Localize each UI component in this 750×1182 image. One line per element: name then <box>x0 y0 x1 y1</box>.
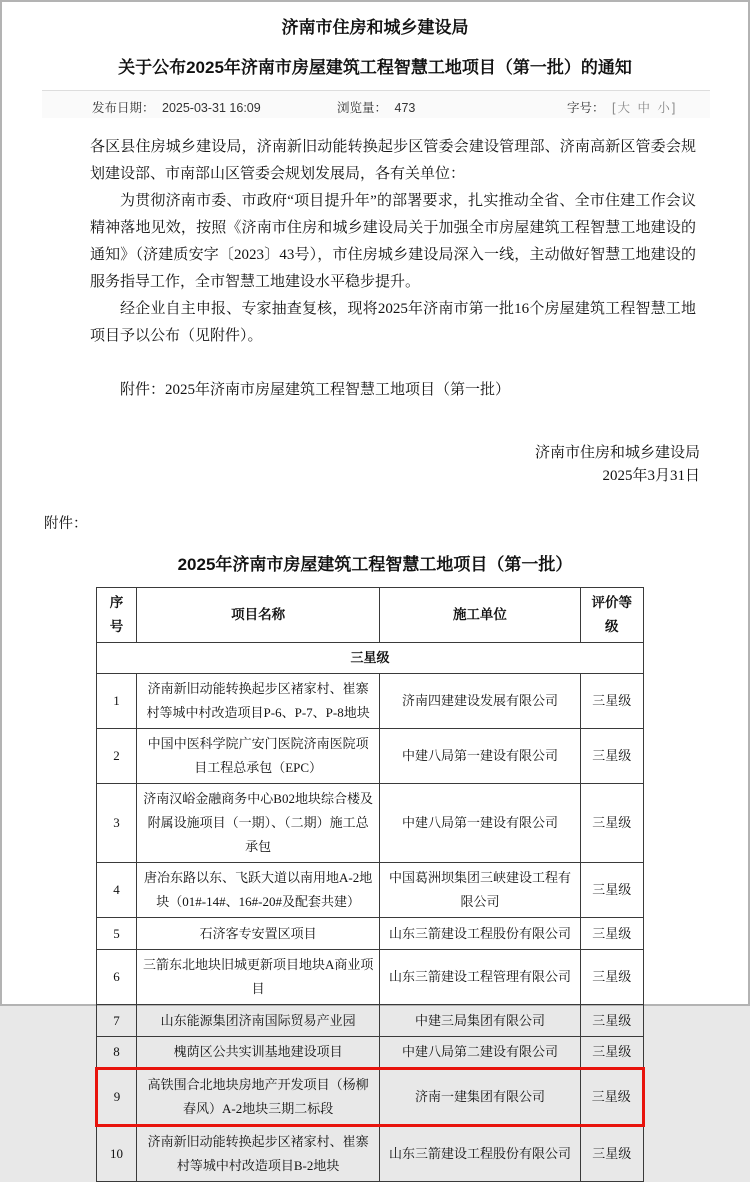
table-row <box>97 784 644 863</box>
cell-contractor: 济南四建建设发展有限公司 <box>380 674 580 729</box>
table-row <box>97 1037 644 1069</box>
signature-date: 2025年3月31日 <box>602 468 700 484</box>
section-label: 三星级 <box>97 643 644 674</box>
cell-rating: 三星级 <box>580 863 643 918</box>
cell-contractor: 山东三箭建设工程股份有限公司 <box>380 918 580 950</box>
cell-no: 5 <box>97 918 137 950</box>
page-title: 关于公布2025年济南市房屋建筑工程智慧工地项目（第一批）的通知 <box>118 58 632 77</box>
table-row <box>97 918 644 950</box>
attachment-table-title: 2025年济南市房屋建筑工程智慧工地项目（第一批） <box>177 555 573 574</box>
cell-project-name: 石济客专安置区项目 <box>136 918 379 950</box>
font-size-control <box>567 98 677 116</box>
cell-rating: 三星级 <box>580 950 643 1005</box>
cell-contractor: 中建八局第一建设有限公司 <box>380 729 580 784</box>
notice-body <box>90 134 696 404</box>
org-title: 济南市住房和城乡建设局 <box>281 18 469 37</box>
cell-no: 10 <box>97 1126 137 1182</box>
table-row <box>97 950 644 1005</box>
view-count-value: 473 <box>394 101 416 115</box>
attachment-reference: 附件：2025年济南市房屋建筑工程智慧工地项目（第一批） <box>120 382 511 398</box>
cell-rating: 三星级 <box>580 784 643 863</box>
meta-bar <box>42 90 710 118</box>
salutation-paragraph: 各区县住房城乡建设局，济南新旧动能转换起步区管委会建设管理部、济南高新区管委会规划建设部、市南部山区管委会规划发展局，各有关单位： <box>90 139 696 182</box>
cell-rating: 三星级 <box>580 729 643 784</box>
table-row <box>97 674 644 729</box>
cell-no: 4 <box>97 863 137 918</box>
cell-project-name: 槐荫区公共实训基地建设项目 <box>136 1037 379 1069</box>
cell-no: 1 <box>97 674 137 729</box>
view-count <box>337 98 415 116</box>
table-header-row <box>97 588 644 643</box>
table-row <box>97 863 644 918</box>
table-row <box>97 1126 644 1182</box>
header-contractor: 施工单位 <box>380 588 580 643</box>
cell-rating: 三星级 <box>580 1037 643 1069</box>
cell-rating: 三星级 <box>580 1069 643 1126</box>
view-count-label: 浏览量： <box>337 101 388 115</box>
cell-contractor: 中建八局第二建设有限公司 <box>380 1037 580 1069</box>
font-size-label: 字号： <box>567 101 605 115</box>
table-row-highlighted <box>97 1069 644 1126</box>
cell-no: 2 <box>97 729 137 784</box>
publish-date-value: 2025-03-31 16:09 <box>162 101 261 115</box>
publish-date <box>92 98 261 116</box>
cell-project-name: 济南汉峪金融商务中心B02地块综合楼及附属设施项目（一期）、（二期）施工总承包 <box>136 784 379 863</box>
body-paragraph-1: 为贯彻济南市委、市政府“项目提升年”的部署要求，扎实推动全省、全市住建工作会议精神落地见效，按照《济南市住房和城乡建设局关于加强全市房屋建筑工程智慧工地建设的通知》（济建质安字〔2023〕43号），市住房城乡建设局深入一线，主动做好智慧工地建设的服务指导工作，全市智慧工地建设水平稳步提升。 <box>90 193 696 290</box>
cell-contractor: 中建八局第一建设有限公司 <box>380 784 580 863</box>
cell-rating: 三星级 <box>580 1126 643 1182</box>
publish-date-label: 发布日期： <box>92 101 155 115</box>
cell-project-name: 济南新旧动能转换起步区褚家村、崔寨村等城中村改造项目P-6、P-7、P-8地块 <box>136 674 379 729</box>
cell-rating: 三星级 <box>580 918 643 950</box>
cell-project-name: 唐冶东路以东、飞跃大道以南用地A-2地块（01#-14#、16#-20#及配套共建） <box>136 863 379 918</box>
signature-org: 济南市住房和城乡建设局 <box>534 445 700 461</box>
table-body <box>97 674 644 1182</box>
cell-project-name: 济南新旧动能转换起步区褚家村、崔寨村等城中村改造项目B-2地块 <box>136 1126 379 1182</box>
signature-block <box>2 442 700 488</box>
table-row <box>97 1005 644 1037</box>
section-row <box>97 643 644 674</box>
body-paragraph-2: 经企业自主申报、专家抽查复核，现将2025年济南市第一批16个房屋建筑工程智慧工地项目予以公布（见附件）。 <box>90 301 696 344</box>
cell-contractor: 济南一建集团有限公司 <box>380 1069 580 1126</box>
project-table <box>95 587 645 1182</box>
cell-rating: 三星级 <box>580 674 643 729</box>
cell-project-name: 中国中医科学院广安门医院济南医院项目工程总承包（EPC） <box>136 729 379 784</box>
cell-contractor: 中国葛洲坝集团三峡建设工程有限公司 <box>380 863 580 918</box>
header-project-name: 项目名称 <box>136 588 379 643</box>
table-row <box>97 729 644 784</box>
header-no: 序号 <box>97 588 137 643</box>
attachment-label: 附件： <box>44 516 88 532</box>
cell-contractor: 中建三局集团有限公司 <box>380 1005 580 1037</box>
cell-project-name: 高铁围合北地块房地产开发项目（杨柳春风）A-2地块三期二标段 <box>136 1069 379 1126</box>
cell-no: 9 <box>97 1069 137 1126</box>
cell-project-name: 山东能源集团济南国际贸易产业园 <box>136 1005 379 1037</box>
cell-project-name: 三箭东北地块旧城更新项目地块A商业项目 <box>136 950 379 1005</box>
cell-rating: 三星级 <box>580 1005 643 1037</box>
cell-no: 7 <box>97 1005 137 1037</box>
cell-no: 3 <box>97 784 137 863</box>
cell-contractor: 山东三箭建设工程管理有限公司 <box>380 950 580 1005</box>
cell-no: 6 <box>97 950 137 1005</box>
cell-contractor: 山东三箭建设工程股份有限公司 <box>380 1126 580 1182</box>
font-size-options[interactable]: [大 中 小] <box>612 101 678 115</box>
cell-no: 8 <box>97 1037 137 1069</box>
header-rating: 评价等级 <box>580 588 643 643</box>
